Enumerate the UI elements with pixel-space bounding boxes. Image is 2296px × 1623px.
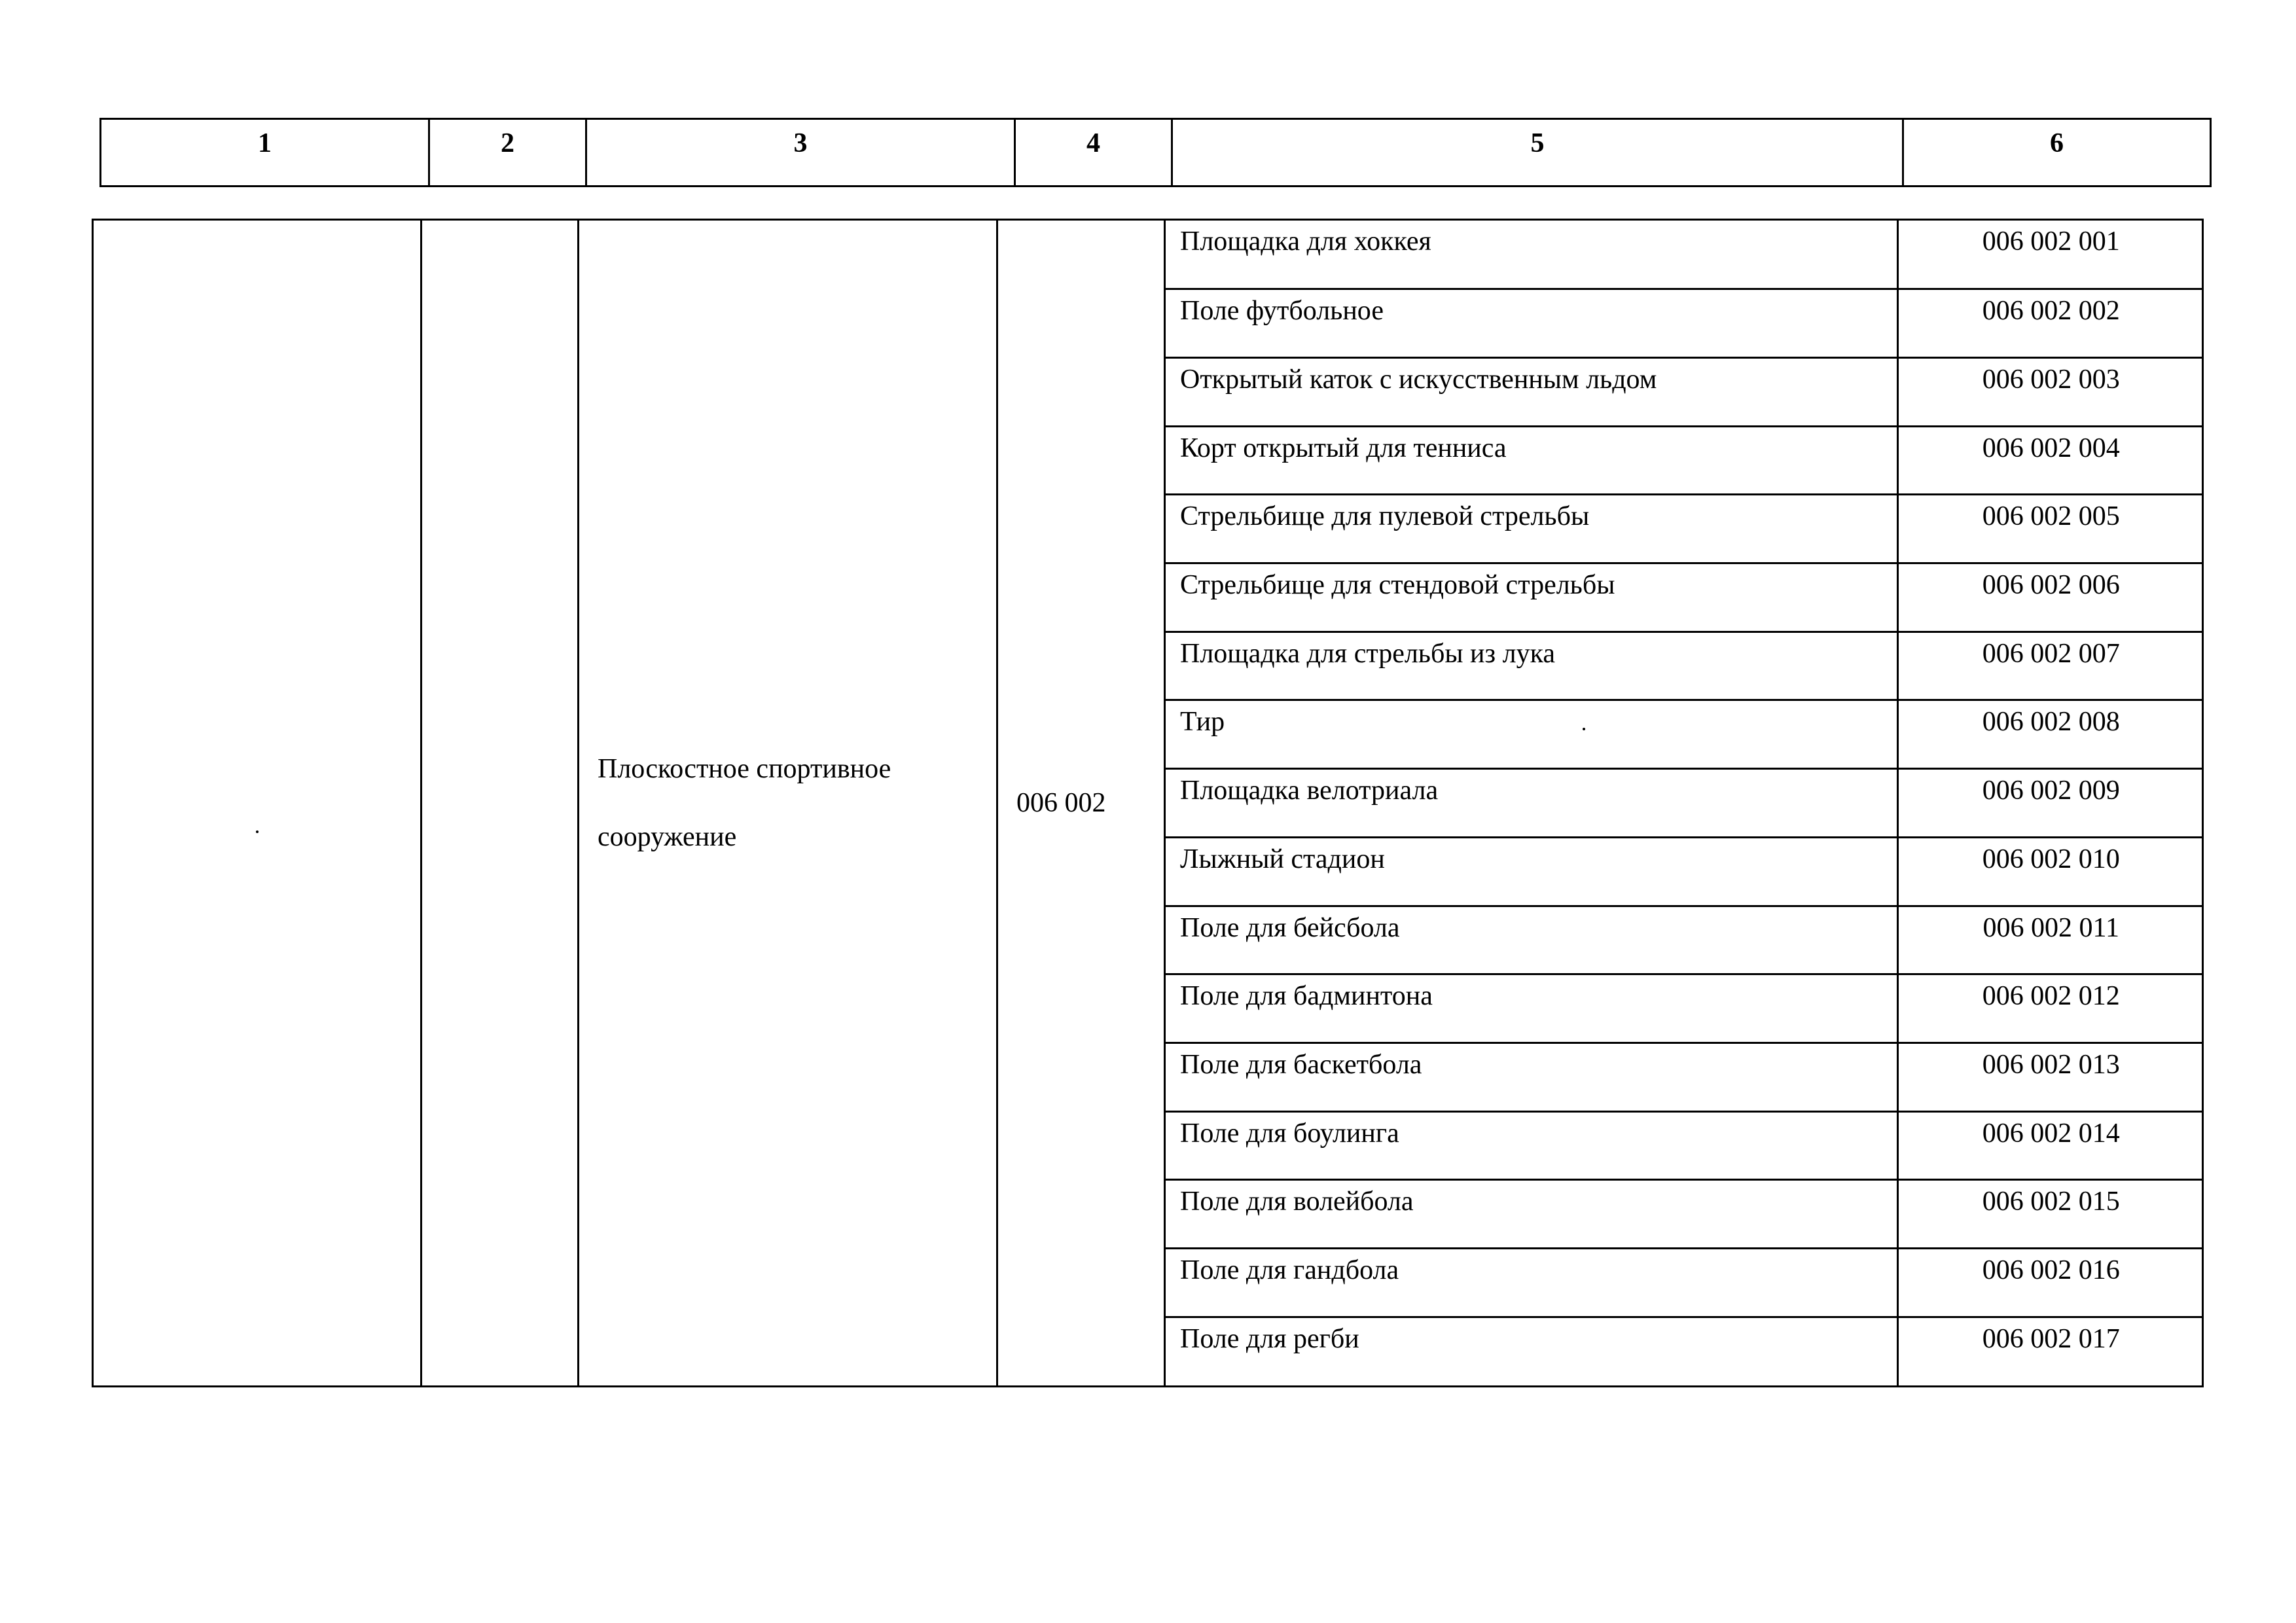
- item-code: 006 002 015: [1897, 1180, 2204, 1249]
- table-row: [1166, 289, 2204, 358]
- col-2-cell: [422, 220, 579, 1387]
- table-row: [1166, 769, 2204, 838]
- item-name: Площадка для хоккея: [1166, 221, 1897, 289]
- table-row: [1166, 700, 2204, 769]
- item-code: 006 002 014: [1897, 1111, 2204, 1180]
- item-code: 006 002 003: [1897, 357, 2204, 426]
- item-code: 006 002 007: [1897, 632, 2204, 700]
- table-row: [1166, 563, 2204, 632]
- item-code: 006 002 004: [1897, 426, 2204, 495]
- item-code: 006 002 008: [1897, 700, 2204, 769]
- item-code: 006 002 006: [1897, 563, 2204, 632]
- item-code: 006 002 013: [1897, 1043, 2204, 1111]
- table-row: [1166, 357, 2204, 426]
- table-row: [1166, 1043, 2204, 1111]
- group-code-cell: 006 002: [997, 220, 1165, 1387]
- table-row: [1166, 906, 2204, 974]
- header-col-1: 1: [101, 119, 429, 187]
- table-row: [1166, 1249, 2204, 1317]
- item-name: Стрельбище для стендовой стрельбы: [1166, 563, 1897, 632]
- item-code: 006 002 017: [1897, 1317, 2204, 1385]
- stray-mark: [256, 830, 259, 833]
- table-row: [1166, 837, 2204, 906]
- item-name: Поле для регби: [1166, 1317, 1897, 1385]
- item-name: Площадка велотриала: [1166, 769, 1897, 838]
- table-row: [1166, 1111, 2204, 1180]
- main-table: [92, 219, 2204, 1387]
- table-row: [1166, 632, 2204, 700]
- header-col-3: 3: [586, 119, 1015, 187]
- items-cell: [1165, 220, 2203, 1387]
- header-col-6: 6: [1903, 119, 2211, 187]
- col-1-cell: [93, 220, 422, 1387]
- item-name: Площадка для стрельбы из лука: [1166, 632, 1897, 700]
- table-row: [1166, 495, 2204, 563]
- group-name-line-2: сооружение: [598, 822, 737, 852]
- item-name: Тир: [1166, 700, 1897, 769]
- table-row: [1166, 221, 2204, 289]
- item-code: 006 002 011: [1897, 906, 2204, 974]
- header-col-2: 2: [429, 119, 586, 187]
- table-row: [1166, 426, 2204, 495]
- group-row: [93, 220, 2203, 1387]
- items-table: [1166, 221, 2204, 1385]
- item-name: Открытый каток с искусственным льдом: [1166, 357, 1897, 426]
- item-code: 006 002 009: [1897, 769, 2204, 838]
- table-row: [1166, 974, 2204, 1043]
- header-col-4: 4: [1015, 119, 1172, 187]
- item-name: Лыжный стадион: [1166, 837, 1897, 906]
- item-name: Поле для волейбола: [1166, 1180, 1897, 1249]
- item-name: Поле для бадминтона: [1166, 974, 1897, 1043]
- item-code: 006 002 005: [1897, 495, 2204, 563]
- group-name-line-1: Плоскостное спортивное: [598, 754, 891, 784]
- item-name: Корт открытый для тенниса: [1166, 426, 1897, 495]
- group-name-cell: [579, 220, 997, 1387]
- item-code: 006 002 002: [1897, 289, 2204, 358]
- item-name: Поле для бейсбола: [1166, 906, 1897, 974]
- item-code: 006 002 012: [1897, 974, 2204, 1043]
- item-code: 006 002 001: [1982, 226, 2120, 257]
- items-body: [1166, 221, 2204, 1385]
- stray-dot: [1583, 728, 1585, 730]
- table-row: [1166, 1180, 2204, 1249]
- item-code: 006 002 016: [1897, 1249, 2204, 1317]
- header-col-5: 5: [1172, 119, 1903, 187]
- item-name: Поле для баскетбола: [1166, 1043, 1897, 1111]
- item-name: Поле для гандбола: [1166, 1249, 1897, 1317]
- item-name: Поле для боулинга: [1166, 1111, 1897, 1180]
- header-row: [101, 119, 2211, 187]
- item-name: Стрельбище для пулевой стрельбы: [1166, 495, 1897, 563]
- table-row: [1166, 1317, 2204, 1385]
- item-code: 006 002 010: [1897, 837, 2204, 906]
- item-name: Поле футбольное: [1166, 289, 1897, 358]
- header-table: [99, 118, 2212, 187]
